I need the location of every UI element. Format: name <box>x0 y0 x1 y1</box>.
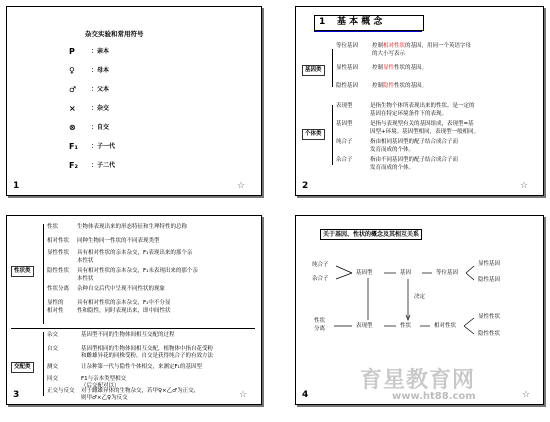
trait-term-def: 杂种自交后代中呈现不同性状的现象 <box>77 286 166 292</box>
star-icon: ☆ <box>239 390 248 400</box>
node-genotype: 基因型 <box>356 270 373 276</box>
node-dominant-gene: 显性基因 <box>478 261 501 267</box>
node-relative-trait: 相对性状 <box>434 323 457 329</box>
title-number: 1 <box>319 17 326 27</box>
node-heterozygote: 杂合子 <box>312 276 329 282</box>
node-gene: 基因 <box>400 270 412 276</box>
node-recessive-trait: 隐性性状 <box>478 331 501 337</box>
gene-label: 等位基因 <box>336 43 359 49</box>
gene-def: 控制隐性性状的基因。 <box>372 83 428 89</box>
mating-term-def-2: 和雌雄异花的同株受粉。自交是获得纯合子的有效方法 <box>81 353 214 359</box>
symbol-desc: ：亲本 <box>91 48 110 55</box>
slide-2[interactable] <box>295 6 544 196</box>
trait-def-2: 发育而成的个体。 <box>370 147 415 153</box>
symbol: × <box>69 104 76 113</box>
trait-term: 性状 <box>47 224 59 230</box>
mating-term: 测交 <box>47 364 59 370</box>
slide-title: 关于基因、性状的概念及其相互关系 <box>320 229 422 240</box>
trait-def: 指由不同基因型的配子结合成合子而 <box>370 157 459 163</box>
mating-term: 自交 <box>47 346 59 352</box>
title-underline <box>314 31 422 32</box>
mating-term-def-2: 则甲♂×乙♀为反交 <box>81 395 128 401</box>
slide-title: 杂交实验和常用符号 <box>85 30 144 38</box>
mating-term-def: 基因型不同的生物体间相互交配的过程 <box>81 332 175 338</box>
trait-term-def: 同种生物同一性状的不同表现类型 <box>77 238 160 244</box>
symbol-desc: ：母本 <box>91 67 110 74</box>
gene-label: 显性基因 <box>336 65 359 71</box>
trait-category-box: 性状类 <box>11 266 34 277</box>
mating-term: 回交 <box>47 376 59 382</box>
mating-term-def: F1与亲本类型相交 <box>81 376 127 382</box>
gene-label: 隐性基因 <box>336 83 359 89</box>
trait-def-2: 基因在特定环境条件下的表现。 <box>370 111 448 117</box>
mating-term-def: 对于雌雄异体的生物杂交，若甲♀×乙♂为正交， <box>81 388 200 394</box>
node-homozygote: 纯合子 <box>312 262 329 268</box>
symbol-desc: ：父本 <box>91 86 110 93</box>
star-icon: ☆ <box>237 181 246 191</box>
bracket <box>332 105 333 165</box>
star-icon: ☆ <box>522 390 531 400</box>
trait-term: 显性的 <box>47 300 64 306</box>
mating-category-box: 交配类 <box>11 362 34 373</box>
slide-1[interactable] <box>6 6 262 196</box>
node-phenotype: 表现型 <box>356 323 373 329</box>
symbol-desc: ：子一代 <box>91 143 116 150</box>
mating-term-def: 让杂种第一代与隐性个体相交，来测定F₁的基因型 <box>81 364 202 370</box>
mating-term-def-2: （后交配对以） <box>81 383 120 389</box>
page-number: 3 <box>13 390 20 400</box>
gene-def: 控制相对性状的基因，用同一个英语字母 <box>372 43 472 49</box>
trait-term: 相对性 <box>47 308 64 314</box>
bracket <box>43 332 44 396</box>
trait-term-def: 具有相对性状的亲本杂交，F₁未表现出来的那个亲 <box>77 268 198 274</box>
node-recessive-gene: 隐性基因 <box>478 277 501 283</box>
mating-term-def: 基因型相同的生物体间相互交配，植物体中指自花受粉 <box>81 346 214 352</box>
symbol-desc: ：杂交 <box>91 105 110 112</box>
trait-category-box: 个体类 <box>302 129 325 140</box>
symbol: P <box>69 47 75 56</box>
bracket <box>332 49 333 87</box>
node-trait-separation-2: 分离 <box>314 326 326 332</box>
trait-term: 显性性状 <box>47 250 70 256</box>
trait-label: 纯合子 <box>336 139 353 145</box>
slide-3[interactable] <box>6 215 262 405</box>
node-dominant-trait: 显性性状 <box>478 314 501 320</box>
mating-term: 正交与反交 <box>47 388 75 394</box>
gene-category-box: 基因类 <box>302 65 325 76</box>
watermark-brand: 育星教育网 <box>360 368 476 393</box>
trait-label: 表现型 <box>336 103 353 109</box>
trait-term-def: 性和隐性，同时表现出来，即中间性状 <box>77 308 171 314</box>
trait-term: 隐性性状 <box>47 268 70 274</box>
star-icon: ☆ <box>520 181 529 191</box>
symbol: F₂ <box>69 161 78 170</box>
trait-def-2: 因型+环境。基因型相同，表现型一般相同。 <box>370 129 480 135</box>
node-allele: 等位基因 <box>436 270 459 276</box>
bracket <box>43 224 44 324</box>
trait-term-def: 生物体表现出来的形态特征和生理特性的总称 <box>77 224 188 230</box>
trait-term-def-2: 本性状 <box>77 258 94 264</box>
divider <box>11 328 255 329</box>
watermark-url: www.ht88.com <box>392 391 476 402</box>
title-frame <box>314 15 424 31</box>
trait-label: 杂合子 <box>336 157 353 163</box>
trait-def-2: 发育而成的个体。 <box>370 165 415 171</box>
trait-def: 指由相同基因型的配子结合成合子而 <box>370 139 459 145</box>
node-trait: 性状 <box>400 323 412 329</box>
gene-def-2: 的大小写表示 <box>372 51 406 57</box>
trait-def: 是指与表现型有关的基因组成，表现型=基 <box>370 121 474 127</box>
node-decide: 决定 <box>414 294 426 300</box>
trait-term-def-2: 本性状 <box>77 276 94 282</box>
trait-def: 是指生物个体所表现出来的性状。是一定的 <box>370 103 475 109</box>
symbol-desc: ：自交 <box>91 124 110 131</box>
slide-title: 基 本 概 念 <box>337 17 383 27</box>
symbol: ⊗ <box>69 123 76 132</box>
symbol: F₁ <box>69 142 78 151</box>
symbol: ♂ <box>69 85 77 94</box>
trait-term: 性状分离 <box>47 286 70 292</box>
page-number: 1 <box>13 181 20 191</box>
node-trait-separation: 性状 <box>314 318 326 324</box>
trait-term: 相对性状 <box>47 238 70 244</box>
gene-def: 控制显性性状的基因。 <box>372 65 428 71</box>
page-number: 4 <box>302 390 309 400</box>
mating-term: 杂交 <box>47 332 59 338</box>
trait-term-def: 具有相对性状的亲本杂交，F₁表现出来的那个亲 <box>77 250 193 256</box>
trait-label: 基因型 <box>336 121 353 127</box>
symbol-desc: ：子二代 <box>91 162 116 169</box>
trait-term-def: 具有相对性状的亲本杂交，F₁中不分显 <box>77 300 171 306</box>
page-number: 2 <box>302 181 309 191</box>
symbol: ♀ <box>69 66 75 75</box>
